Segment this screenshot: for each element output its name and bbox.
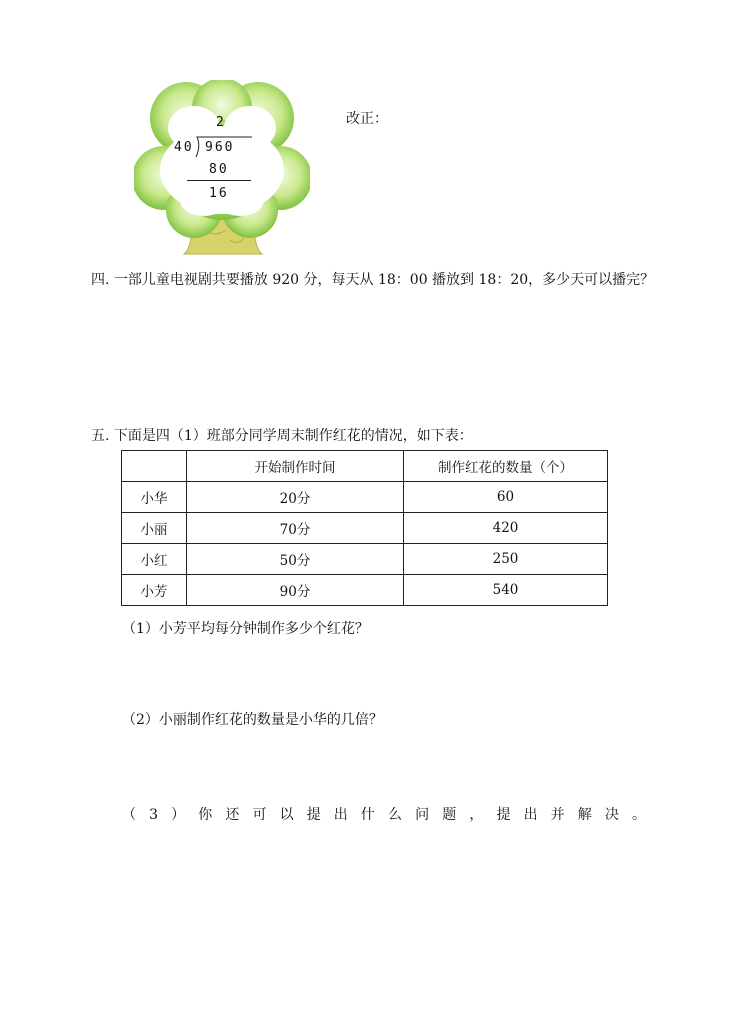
sub3-char: 题 xyxy=(442,807,457,823)
question-4-text: 四. 一部儿童电视剧共要播放 920 分，每天从 18：00 播放到 18：20，多少天可以播完？ xyxy=(91,272,655,288)
sub3-char: 你 xyxy=(198,807,213,823)
table-cell-count: 60 xyxy=(404,482,608,513)
sub3-char: 可 xyxy=(252,807,267,823)
table-cell-name: 小华 xyxy=(122,482,187,513)
division-remainder: 16 xyxy=(209,186,229,201)
table-row xyxy=(122,544,608,575)
correction-label: 改正： xyxy=(346,111,388,127)
sub3-char: 问 xyxy=(415,807,430,823)
table-row xyxy=(122,575,608,606)
flower-table xyxy=(121,450,608,606)
sub3-char: 决 xyxy=(604,807,619,823)
table-cell-time: 70分 xyxy=(187,513,404,544)
sub3-char: ， xyxy=(469,807,484,823)
sub3-char: 解 xyxy=(577,807,592,823)
table-header-row xyxy=(122,451,608,482)
table-row xyxy=(122,513,608,544)
table-cell-name: 小丽 xyxy=(122,513,187,544)
question-5-intro: 五. 下面是四（1）班部分同学周末制作红花的情况，如下表： xyxy=(91,428,473,444)
table-cell-time: 20分 xyxy=(187,482,404,513)
sub3-char: 么 xyxy=(388,807,403,823)
table-cell-name: 小红 xyxy=(122,544,187,575)
sub3-char: 以 xyxy=(279,807,294,823)
sub3-char: 并 xyxy=(550,807,565,823)
division-quotient: 2 xyxy=(216,115,226,130)
question-5-sub-3 xyxy=(122,806,646,824)
table-row xyxy=(122,482,608,513)
sub3-char: 3 xyxy=(149,807,159,823)
table-header-cell xyxy=(122,451,187,482)
division-dividend: 960 xyxy=(205,140,235,155)
table-cell-time: 50分 xyxy=(187,544,404,575)
sub3-char: 什 xyxy=(360,807,375,823)
table-cell-count: 420 xyxy=(404,513,608,544)
sub3-char: 提 xyxy=(306,807,321,823)
table-cell-count: 540 xyxy=(404,575,608,606)
division-line xyxy=(187,180,251,181)
table-header-cell: 开始制作时间 xyxy=(187,451,404,482)
sub3-char: 出 xyxy=(333,807,348,823)
sub3-char: 出 xyxy=(523,807,538,823)
question-5-sub-1: （1）小芳平均每分钟制作多少个红花？ xyxy=(122,621,369,637)
sub3-char: （ xyxy=(122,807,136,823)
table-cell-name: 小芳 xyxy=(122,575,187,606)
table-cell-count: 250 xyxy=(404,544,608,575)
sub3-char: 。 xyxy=(632,807,646,823)
table-header-cell: 制作红花的数量（个） xyxy=(404,451,608,482)
division-partial-product: 80 xyxy=(209,162,229,177)
sub3-char: 还 xyxy=(225,807,240,823)
division-divisor: 40 xyxy=(174,140,194,155)
sub3-char: 提 xyxy=(496,807,511,823)
table-cell-time: 90分 xyxy=(187,575,404,606)
sub3-char: ） xyxy=(171,807,186,823)
question-5-sub-2: （2）小丽制作红花的数量是小华的几倍？ xyxy=(122,712,383,728)
